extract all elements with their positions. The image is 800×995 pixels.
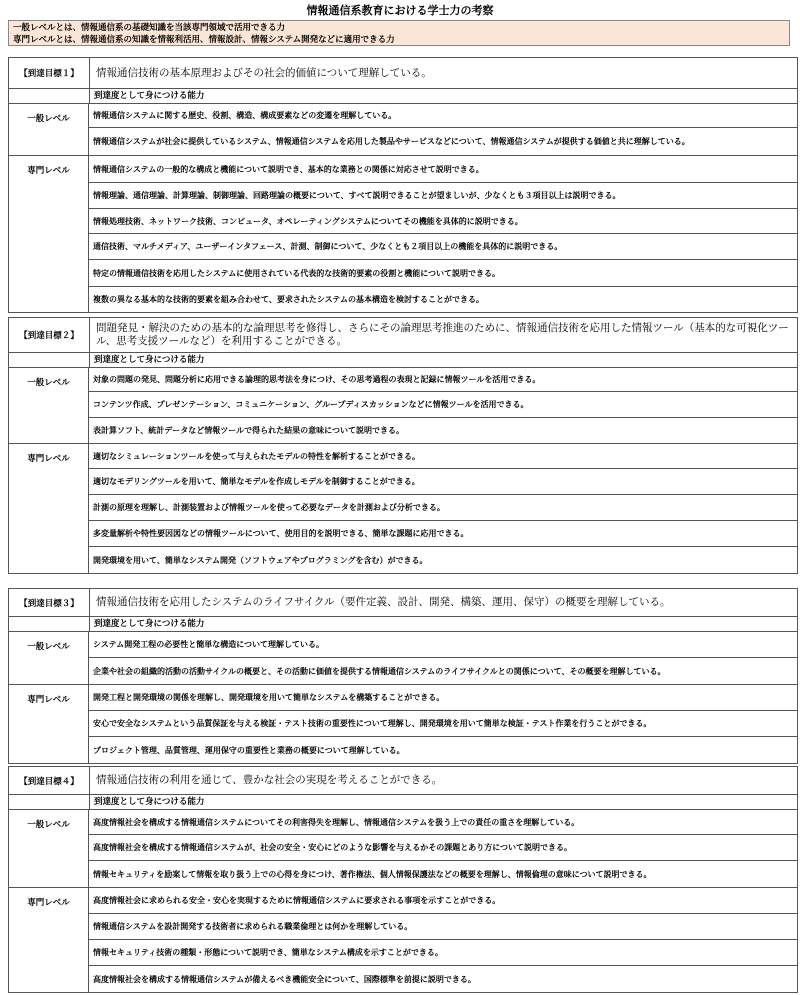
goal-label: 【到達目標３】 <box>9 589 90 616</box>
goal-label: 【到達目標４】 <box>9 767 90 794</box>
capability-header-spacer <box>9 89 90 103</box>
ability-item: 特定の情報通信技術を応用したシステムに使用されている代表的な技術的要素の役割と機能について説明できる。 <box>89 260 797 287</box>
goal-text: 問題発見・解決のための基本的な論理思考を修得し、さらにその論理思考推進のために、情報通信技術を応用した情報ツール（基本的な可視化ツール、思考支援ツールなど）を利用することができる。 <box>96 322 789 347</box>
definition-specialist: 専門レベルとは、情報通信系の知識を情報利活用、情報設計、情報システム開発などに適用できる力 <box>13 35 395 45</box>
goal-text: 情報通信技術の利用を通じて、豊かな社会の実現を考えることができる。 <box>96 774 443 786</box>
goal-row <box>9 318 797 353</box>
ability-item: 情報処理技術、ネットワーク技術、コンピュータ、オペレーティングシステムについてその機能を具体的に説明できる。 <box>89 209 797 234</box>
level-label-specialist: 専門レベル <box>9 444 89 573</box>
ability-item: 適切なシミュレーションツールを使って与えられたモデルの特性を解析することができる。 <box>89 444 797 469</box>
goal-label: 【到達目標１】 <box>9 58 90 88</box>
level-group-specialist <box>9 156 797 312</box>
level-group-specialist <box>9 888 797 992</box>
level-items <box>89 104 797 155</box>
page-title: 情報通信系教育における学士力の考察 <box>306 4 494 17</box>
ability-item: 開発工程と開発環境の関係を理解し、開発環境を用いて簡単なシステムを構築することができる。 <box>89 685 797 711</box>
capability-header: 到達度として身につける能力 <box>94 797 205 807</box>
level-items <box>89 156 797 312</box>
level-label-specialist: 専門レベル <box>9 156 89 312</box>
capability-header: 到達度として身につける能力 <box>94 619 205 629</box>
level-group-specialist <box>9 685 797 763</box>
ability-item: 適切なモデリングツールを用いて、簡単なモデルを作成しモデルを制御することができる。 <box>89 469 797 495</box>
ability-item: 情報通信システムに関する歴史、役割、構造、構成要素などの変遷を理解している。 <box>89 104 797 128</box>
goal-text: 情報通信技術を応用したシステムのライフサイクル（要件定義、設計、開発、構築、運用、保守）の概要を理解している。 <box>96 596 671 608</box>
goal-row <box>9 767 797 795</box>
level-definitions <box>8 20 790 46</box>
level-items <box>89 444 797 573</box>
level-items <box>89 810 797 887</box>
goal-block <box>8 588 798 764</box>
capability-header-row <box>9 795 797 810</box>
level-label-general: 一般レベル <box>9 368 89 443</box>
goal-label: 【到達目標２】 <box>9 318 90 352</box>
capability-header-row <box>9 353 797 368</box>
level-items <box>89 368 797 443</box>
ability-item: プロジェクト管理、品質管理、運用保守の重要性と業務の概要について理解している。 <box>93 745 405 755</box>
ability-item: 情報セキュリティ技術の種類・形態について説明でき、簡単なシステム構成を示すことができる。 <box>89 940 797 966</box>
level-label-specialist: 専門レベル <box>9 888 89 992</box>
capability-header-row <box>9 617 797 632</box>
ability-item: 高度情報社会を構成する情報通信システムについてその利害得失を理解し、情報通信システムを扱う上での責任の重さを理解している。 <box>89 810 797 835</box>
goal-row <box>9 589 797 617</box>
ability-item: 情報通信システムを設計開発する技術者に求められる職業倫理とは何かを理解している。 <box>89 914 797 940</box>
level-label-general: 一般レベル <box>9 810 89 887</box>
ability-item: 高度情報社会を構成する情報通信システムが備えるべき機能安全について、国際標準を前提に説明できる。 <box>93 974 476 984</box>
level-group-general <box>9 810 797 888</box>
ability-item: 計測の原理を理解し、計測装置および情報ツールを使って必要なデータを計測および分析できる。 <box>89 495 797 521</box>
level-group-general <box>9 104 797 156</box>
ability-item: 対象の問題の発見、問題分析に応用できる論理的思考法を身につけ、その思考過程の表現と記録に情報ツールを活用できる。 <box>89 368 797 392</box>
goal-block <box>8 766 798 993</box>
goal-text: 情報通信技術の基本原理およびその社会的価値について理解している。 <box>96 66 432 79</box>
ability-item: 表計算ソフト、統計データなど情報ツールで得られた結果の意味について説明できる。 <box>93 426 404 435</box>
level-group-specialist <box>9 444 797 573</box>
level-group-general <box>9 368 797 444</box>
capability-header: 到達度として身につける能力 <box>94 355 205 365</box>
capability-header-row <box>9 89 797 104</box>
ability-item: 複数の異なる基本的な技術的要素を組み合わせて、要求されたシステムの基本構造を検討することができる。 <box>93 295 485 304</box>
definition-general: 一般レベルとは、情報通信系の基礎知識を当該専門領域で活用できる力 <box>13 23 286 33</box>
goal-row <box>9 58 797 89</box>
ability-item: 安心で安全なシステムという品質保証を与える検証・テスト技術の重要性について理解し、開発環境を用いて簡単な検証・テスト作業を行うことができる。 <box>89 711 797 737</box>
ability-item: 多変量解析や特性要因図などの情報ツールについて、使用目的を説明できる、簡単な課題に応用できる。 <box>89 521 797 547</box>
level-label-general: 一般レベル <box>9 632 89 684</box>
ability-item: コンテンツ作成、プレゼンテーション、コミュニケーション、グループディスカッションなどに情報ツールを活用できる。 <box>89 392 797 418</box>
goal-block <box>8 317 798 574</box>
ability-item: 開発環境を用いて、簡単なシステム開発（ソフトウェアやプログラミングを含む）ができる。 <box>93 555 428 565</box>
ability-item: システム開発工程の必要性と簡単な構造について理解している。 <box>89 632 797 658</box>
level-label-specialist: 専門レベル <box>9 685 89 763</box>
ability-item: 情報通信システムが社会に提供しているシステム、情報通信システムを応用した製品やサービスなどについて、情報通信システムが提供する価値と共に理解している。 <box>93 137 690 146</box>
ability-item: 情報理論、通信理論、計算理論、制御理論、回路理論の概要について、すべて説明できることが望ましいが、少なくとも３項目以上は説明できる。 <box>89 183 797 209</box>
capability-header-spacer <box>9 795 90 809</box>
level-items <box>89 685 797 763</box>
ability-item: 高度情報社会に求められる安全・安心を実現するために情報通信システムに要求される事項を示すことができる。 <box>89 888 797 914</box>
goal-block <box>8 57 798 313</box>
level-label-general: 一般レベル <box>9 104 89 155</box>
level-items <box>89 888 797 992</box>
capability-header-spacer <box>9 617 90 631</box>
level-group-general <box>9 632 797 685</box>
ability-item: 高度情報社会を構成する情報通信システムが、社会の安全・安心にどのような影響を与えるかその課題とあり方について説明できる。 <box>89 835 797 861</box>
capability-header: 到達度として身につける能力 <box>94 91 205 101</box>
ability-item: 情報通信システムの一般的な構成と機能について説明でき、基本的な業務との関係に対応させて説明できる。 <box>89 156 797 183</box>
capability-header-spacer <box>9 353 90 367</box>
ability-item: 通信技術、マルチメディア、ユーザーインタフェース、計測、制御について、少なくとも２項目以上の機能を具体的に説明できる。 <box>89 234 797 260</box>
ability-item: 企業や社会の組織的活動の活動サイクルの概要と、その活動に価値を提供する情報通信システムのライフサイクルとの関係について、その概要を理解している。 <box>93 666 666 676</box>
level-items <box>89 632 797 684</box>
ability-item: 情報セキュリティを励案して情報を取り扱う上での心得を身につけ、著作権法、個人情報保護法などの概要を理解し、情報倫理の意味について説明できる。 <box>93 869 652 879</box>
